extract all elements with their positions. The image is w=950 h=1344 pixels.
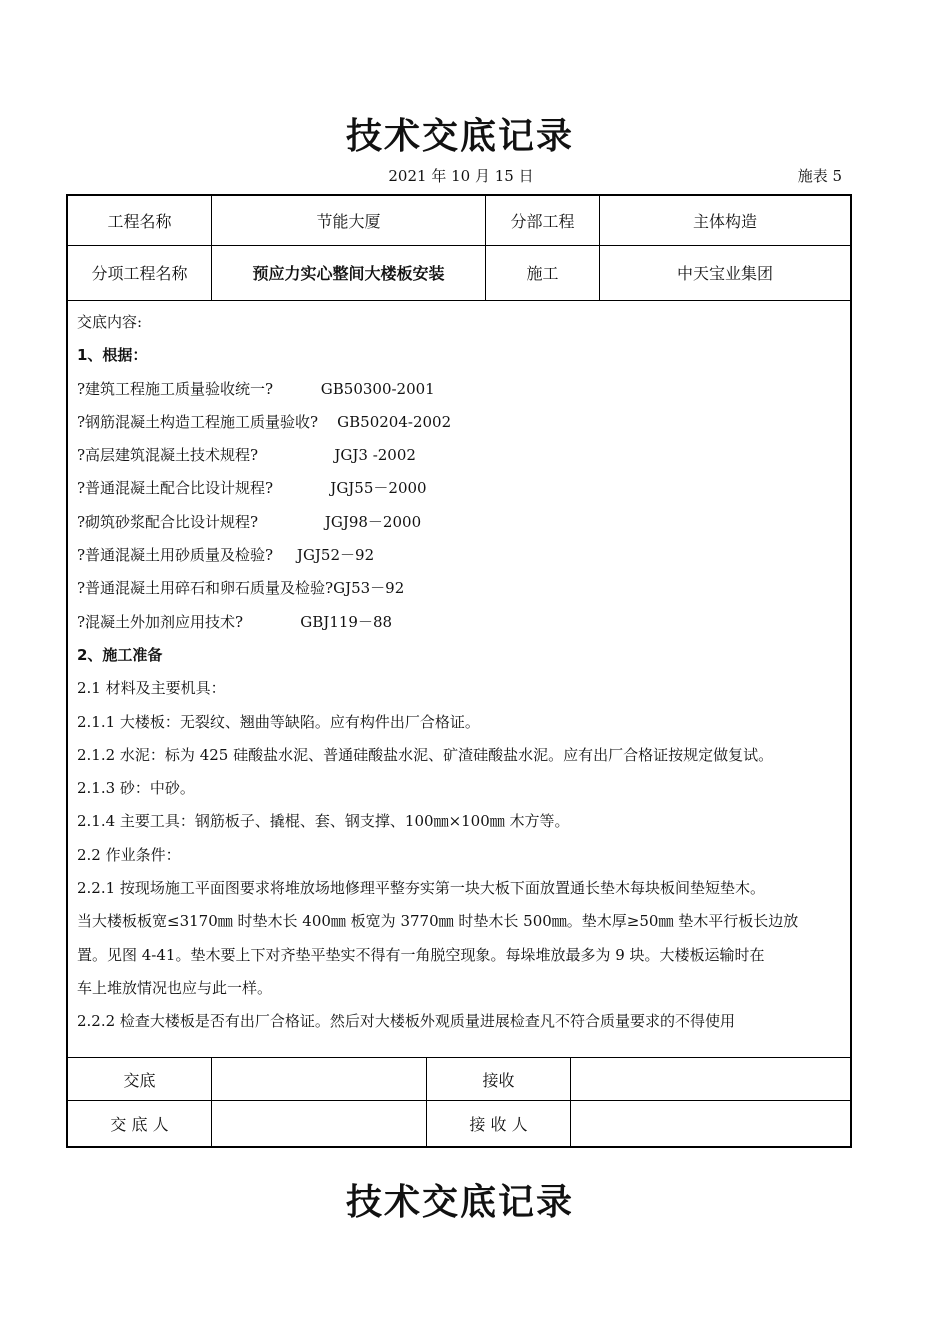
- content-heading: 交底内容:: [77, 313, 143, 331]
- content-line: ?普通混凝土用碎石和卵石质量及检验?GJ53－92: [77, 579, 405, 598]
- division-label: 分部工程: [486, 196, 600, 245]
- subitem-label: 分项工程名称: [68, 245, 212, 300]
- content-line: ?混凝土外加剂应用技术? GBJ119－88: [77, 612, 393, 631]
- construction-value: 中天宝业集团: [676, 264, 773, 283]
- handover-value: [212, 1058, 427, 1100]
- header-row-2: [68, 245, 850, 301]
- content-line: ?普通混凝土配合比设计规程? JGJ55－2000: [77, 479, 427, 498]
- content-line: 2.2 作业条件：: [77, 845, 181, 864]
- receiver-label: 接 收 人: [427, 1100, 571, 1146]
- content-line: 2.2.2 检查大楼板是否有出厂合格证。然后对大楼板外观质量进展检查凡不符合质量要求的不得使用: [77, 1012, 735, 1031]
- header-row-1: [68, 196, 850, 246]
- content-line: 2.1 材料及主要机具：: [77, 679, 226, 698]
- content-line: 当大楼板板宽≤3170㎜ 时垫木长 400㎜ 板宽为 3770㎜ 时垫木长 500㎜。垫木厚≥50㎜ 垫木平行板长边放: [77, 912, 799, 931]
- footer-row-2: [68, 1100, 850, 1146]
- handover-label: 交底: [68, 1058, 212, 1100]
- content-line: 2、施工准备: [77, 645, 163, 664]
- page-title-repeat: 技术交底记录: [345, 1182, 574, 1223]
- handover-person-value: [212, 1100, 427, 1146]
- content-line: 2.1.4 主要工具：钢筋板子、撬棍、套、钢支撑、100㎜×100㎜ 木方等。: [77, 812, 570, 831]
- content-line: 置。见图 4-41。垫木要上下对齐垫平垫实不得有一角脱空现象。每垛堆放最多为 9 块。大楼板运输时在: [77, 945, 765, 964]
- form-number: 施表 5: [797, 167, 842, 185]
- content-line: ?普通混凝土用砂质量及检验? JGJ52－92: [77, 546, 375, 565]
- content-line: 1、根据：: [77, 346, 148, 365]
- content-line: 2.1.2 水泥：标为 425 硅酸盐水泥、普通硅酸盐水泥、矿渣硅酸盐水泥。应有出厂合格证按规定做复试。: [77, 745, 774, 764]
- receiver-value: [571, 1100, 850, 1146]
- content-line: ?高层建筑混凝土技术规程? JGJ3 -2002: [77, 446, 416, 465]
- content-section: [68, 300, 850, 1058]
- content-line: 车上堆放情况也应与此一样。: [77, 978, 273, 997]
- handover-person-label: 交 底 人: [68, 1100, 212, 1146]
- content-line: ?钢筋混凝土构造工程施工质量验收? GB50204-2002: [77, 412, 452, 431]
- record-table: [66, 194, 852, 1148]
- footer-row-1: [68, 1058, 850, 1101]
- project-name-value: 节能大厦: [212, 196, 486, 245]
- content-line: 2.2.1 按现场施工平面图要求将堆放场地修理平整夯实第一块大板下面放置通长垫木每块板间垫短垫木。: [77, 879, 765, 898]
- project-name-label: 工程名称: [68, 196, 212, 245]
- receive-value: [571, 1058, 850, 1100]
- receive-label: 接收: [427, 1058, 571, 1100]
- subitem-value: 预应力实心整间大楼板安装: [212, 245, 486, 300]
- construction-label: 施工: [486, 245, 600, 300]
- content-line: ?建筑工程施工质量验收统一? GB50300-2001: [77, 379, 435, 398]
- division-value: 主体构造: [692, 212, 757, 231]
- page-title: 技术交底记录: [345, 116, 574, 157]
- date: 2021 年 10 月 15 日: [388, 167, 534, 185]
- content-line: ?砌筑砂浆配合比设计规程? JGJ98－2000: [77, 512, 422, 531]
- content-line: 2.1.3 砂：中砂。: [77, 779, 195, 798]
- content-line: 2.1.1 大楼板：无裂纹、翘曲等缺陷。应有构件出厂合格证。: [77, 712, 480, 731]
